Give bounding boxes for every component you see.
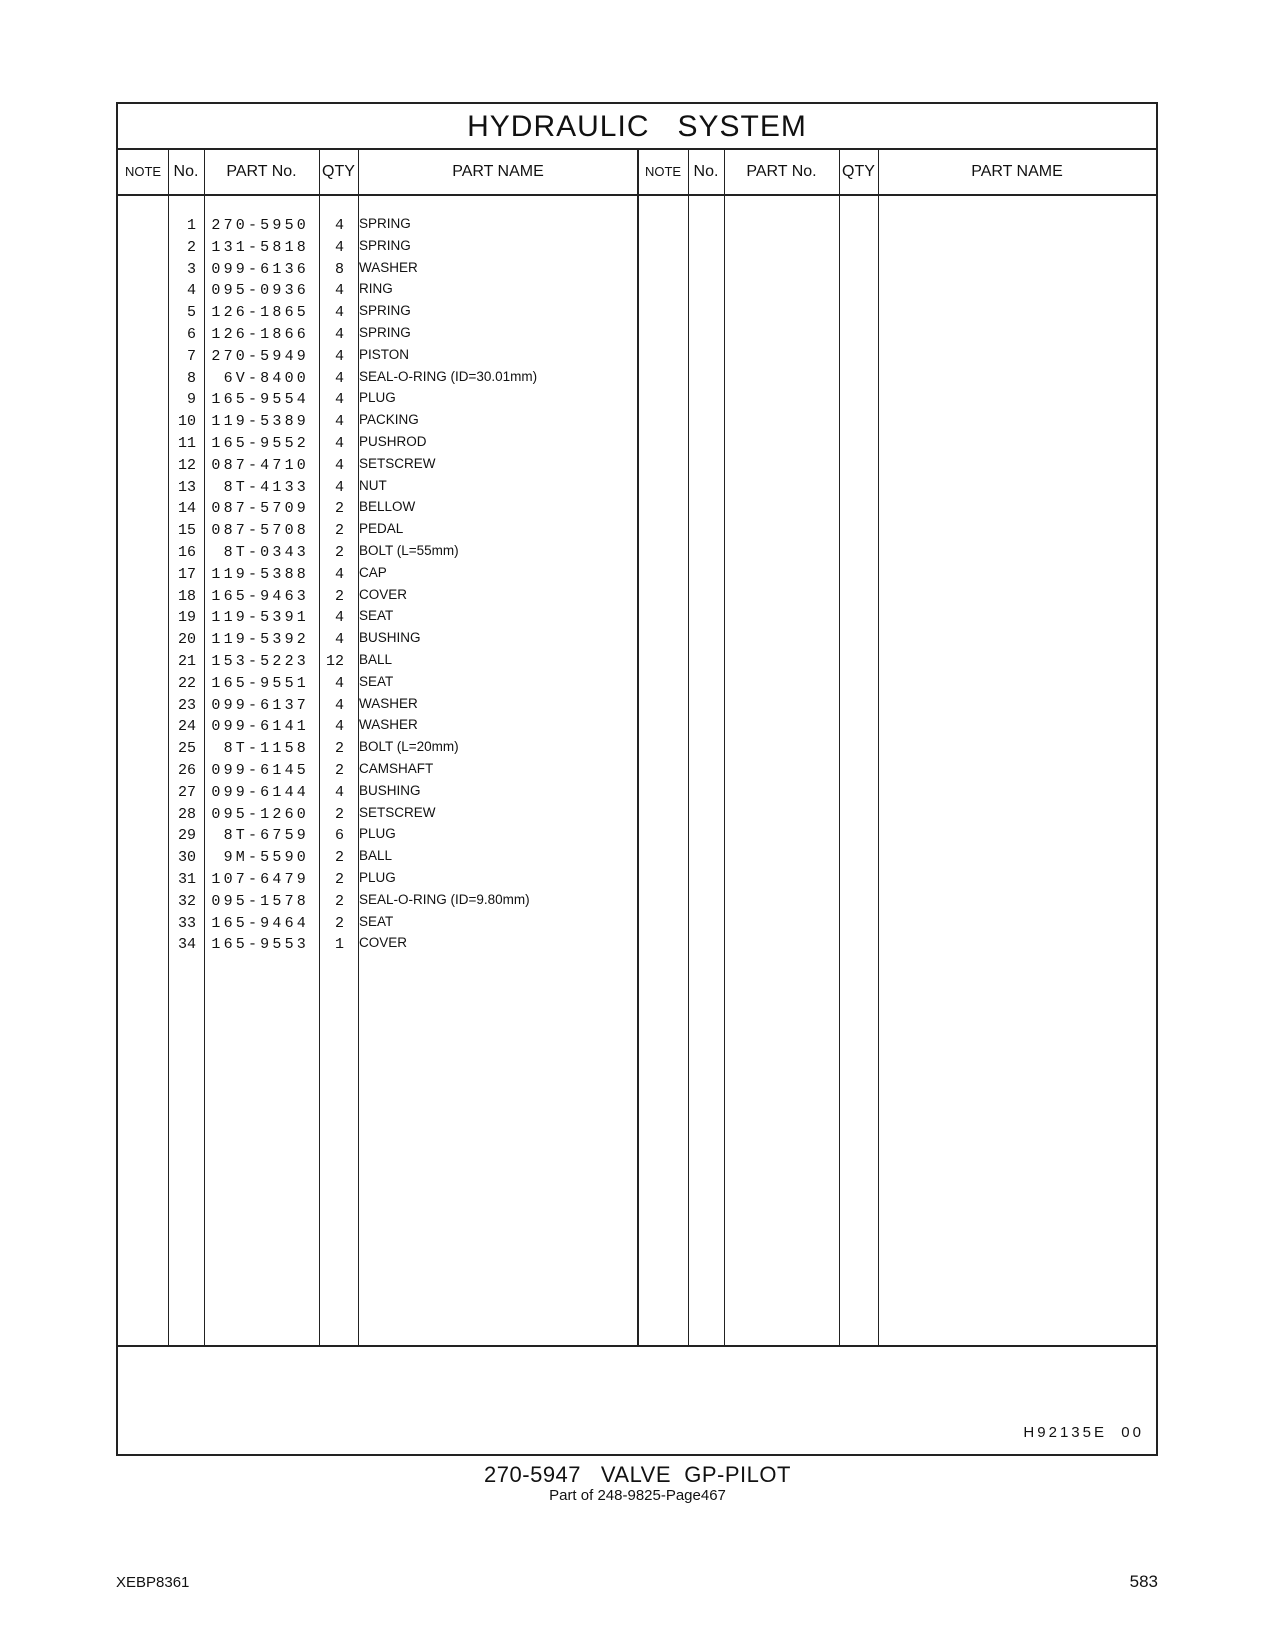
table-row <box>118 848 1156 870</box>
item-number: 19 <box>177 609 196 627</box>
quantity: 4 <box>334 631 344 649</box>
table-row <box>118 281 1156 303</box>
quantity: 4 <box>334 718 344 736</box>
part-name: WASHER <box>359 695 418 711</box>
table-footer-divider <box>118 1345 1156 1347</box>
table-row <box>118 303 1156 325</box>
table-row <box>118 412 1156 434</box>
header-note-left: NOTE <box>124 164 162 179</box>
item-number: 9 <box>186 391 196 409</box>
item-number: 22 <box>177 674 196 692</box>
item-number: 3 <box>186 260 196 278</box>
part-number: 165-9551 <box>211 674 309 692</box>
item-number: 18 <box>177 587 196 605</box>
part-number: 095-0936 <box>211 282 309 300</box>
part-number: 153-5223 <box>211 652 309 670</box>
part-name: WASHER <box>359 717 418 733</box>
quantity: 4 <box>334 369 344 387</box>
part-number: 8T-0343 <box>223 543 309 561</box>
part-name: CAMSHAFT <box>359 760 434 776</box>
item-number: 7 <box>186 347 196 365</box>
quantity: 2 <box>334 740 344 758</box>
quantity: 6 <box>334 827 344 845</box>
part-name: PLUG <box>359 826 396 842</box>
part-name: COVER <box>359 935 408 951</box>
item-number: 16 <box>177 543 196 561</box>
item-number: 24 <box>177 718 196 736</box>
part-number: 165-9553 <box>211 936 309 954</box>
part-name: BALL <box>359 848 393 864</box>
quantity: 4 <box>334 478 344 496</box>
part-name: SEAT <box>359 913 394 929</box>
part-number: 131-5818 <box>211 238 309 256</box>
item-number: 21 <box>177 652 196 670</box>
part-number: 099-6137 <box>211 696 309 714</box>
part-name: COVER <box>359 586 408 602</box>
table-row <box>118 870 1156 892</box>
parts-list <box>118 216 1156 957</box>
table-row <box>118 260 1156 282</box>
part-name: PUSHROD <box>359 433 427 449</box>
table-row <box>118 630 1156 652</box>
item-number: 23 <box>177 696 196 714</box>
item-number: 11 <box>177 434 196 452</box>
part-name: SPRING <box>359 303 411 319</box>
part-number: 8T-6759 <box>223 827 309 845</box>
part-number: 270-5950 <box>211 217 309 234</box>
part-number: 119-5389 <box>211 413 309 431</box>
table-row <box>118 434 1156 456</box>
quantity: 2 <box>334 914 344 932</box>
item-number: 34 <box>177 936 196 954</box>
item-number: 1 <box>186 217 196 234</box>
item-number: 25 <box>177 740 196 758</box>
table-row <box>118 674 1156 696</box>
part-name: SPRING <box>359 237 411 253</box>
part-number: 119-5391 <box>211 609 309 627</box>
table-row <box>118 717 1156 739</box>
table-row <box>118 805 1156 827</box>
quantity: 4 <box>334 413 344 431</box>
table-row <box>118 499 1156 521</box>
part-name: BOLT (L=55mm) <box>359 542 459 558</box>
item-number: 17 <box>177 565 196 583</box>
part-number: 087-5708 <box>211 522 309 540</box>
quantity: 2 <box>334 587 344 605</box>
header-part-no-right: PART No. <box>746 163 817 180</box>
quantity: 4 <box>334 456 344 474</box>
table-row <box>118 608 1156 630</box>
table-row <box>118 696 1156 718</box>
table-row <box>118 521 1156 543</box>
part-name: SPRING <box>359 324 411 340</box>
header-part-no-left: PART No. <box>226 163 297 180</box>
part-number: 9M-5590 <box>223 849 309 867</box>
part-name: PISTON <box>359 346 410 362</box>
part-number: 165-9464 <box>211 914 309 932</box>
document-id: XEBP8361 <box>116 1574 190 1591</box>
quantity: 4 <box>334 565 344 583</box>
parts-table <box>116 102 1158 1456</box>
part-number: 099-6141 <box>211 718 309 736</box>
quantity: 8 <box>334 260 344 278</box>
table-row <box>118 565 1156 587</box>
table-row <box>118 238 1156 260</box>
table-row <box>118 325 1156 347</box>
part-number: 270-5949 <box>211 347 309 365</box>
item-number: 13 <box>177 478 196 496</box>
table-row <box>118 892 1156 914</box>
quantity: 4 <box>334 304 344 322</box>
quantity: 2 <box>334 849 344 867</box>
group-reference: Part of 248-9825-Page467 <box>549 1487 726 1504</box>
quantity: 2 <box>334 543 344 561</box>
part-number: 8T-4133 <box>223 478 309 496</box>
part-name: SPRING <box>359 216 411 231</box>
table-row <box>118 478 1156 500</box>
part-name: BUSHING <box>359 782 421 798</box>
item-number: 10 <box>177 413 196 431</box>
item-number: 8 <box>186 369 196 387</box>
part-number: 8T-1158 <box>223 740 309 758</box>
part-number: 165-9552 <box>211 434 309 452</box>
part-number: 099-6136 <box>211 260 309 278</box>
item-number: 28 <box>177 805 196 823</box>
quantity: 4 <box>334 609 344 627</box>
quantity: 4 <box>334 238 344 256</box>
section-title: HYDRAULIC SYSTEM <box>118 104 1156 150</box>
item-number: 30 <box>177 849 196 867</box>
table-row <box>118 216 1156 238</box>
part-name: SETSCREW <box>359 804 436 820</box>
quantity: 2 <box>334 870 344 888</box>
part-name: BALL <box>359 651 393 667</box>
part-number: 095-1260 <box>211 805 309 823</box>
table-row <box>118 543 1156 565</box>
part-number: 099-6144 <box>211 783 309 801</box>
quantity: 1 <box>334 936 344 954</box>
part-number: 095-1578 <box>211 892 309 910</box>
item-number: 14 <box>177 500 196 518</box>
part-name: NUT <box>359 477 387 493</box>
quantity: 4 <box>334 217 344 234</box>
quantity: 4 <box>334 696 344 714</box>
item-number: 29 <box>177 827 196 845</box>
part-name: PEDAL <box>359 521 404 537</box>
quantity: 2 <box>334 805 344 823</box>
quantity: 2 <box>334 892 344 910</box>
part-name: WASHER <box>359 259 418 275</box>
part-number: 165-9463 <box>211 587 309 605</box>
part-name: BELLOW <box>359 499 416 515</box>
part-number: 119-5392 <box>211 631 309 649</box>
part-name: SEAL-O-RING (ID=30.01mm) <box>359 368 538 384</box>
header-part-name-left: PART NAME <box>452 163 544 180</box>
table-row <box>118 369 1156 391</box>
quantity: 4 <box>334 325 344 343</box>
group-caption: 270-5947 VALVE GP-PILOT <box>484 1462 791 1487</box>
table-row <box>118 587 1156 609</box>
part-name: SEAL-O-RING (ID=9.80mm) <box>359 891 530 907</box>
quantity: 4 <box>334 783 344 801</box>
part-name: BOLT (L=20mm) <box>359 739 459 755</box>
part-number: 119-5388 <box>211 565 309 583</box>
quantity: 4 <box>334 674 344 692</box>
item-number: 4 <box>186 282 196 300</box>
part-number: 6V-8400 <box>223 369 309 387</box>
quantity: 4 <box>334 347 344 365</box>
item-number: 32 <box>177 892 196 910</box>
part-number: 126-1865 <box>211 304 309 322</box>
item-number: 15 <box>177 522 196 540</box>
part-number: 087-5709 <box>211 500 309 518</box>
table-row <box>118 761 1156 783</box>
table-row <box>118 347 1156 369</box>
header-no-left: No. <box>173 163 199 180</box>
quantity: 2 <box>334 522 344 540</box>
part-name: SEAT <box>359 673 394 689</box>
part-name: BUSHING <box>359 630 421 646</box>
item-number: 27 <box>177 783 196 801</box>
part-number: 087-4710 <box>211 456 309 474</box>
item-number: 6 <box>186 325 196 343</box>
table-row <box>118 935 1156 957</box>
table-row <box>118 739 1156 761</box>
drawing-code: H92135E 00 <box>1023 1424 1144 1441</box>
item-number: 31 <box>177 870 196 888</box>
part-name: SETSCREW <box>359 455 436 471</box>
part-number: 126-1866 <box>211 325 309 343</box>
part-name: CAP <box>359 564 387 580</box>
part-name: SEAT <box>359 608 394 624</box>
quantity: 4 <box>334 282 344 300</box>
part-name: PACKING <box>359 412 419 428</box>
quantity: 12 <box>325 652 344 670</box>
item-number: 33 <box>177 914 196 932</box>
table-row <box>118 390 1156 412</box>
item-number: 2 <box>186 238 196 256</box>
header-qty-left: QTY <box>322 163 355 180</box>
part-number: 165-9554 <box>211 391 309 409</box>
table-row <box>118 652 1156 674</box>
page-number: 583 <box>1129 1572 1158 1591</box>
table-row <box>118 826 1156 848</box>
item-number: 20 <box>177 631 196 649</box>
part-name: PLUG <box>359 869 396 885</box>
quantity: 2 <box>334 500 344 518</box>
header-no-right: No. <box>693 163 719 180</box>
quantity: 4 <box>334 434 344 452</box>
quantity: 4 <box>334 391 344 409</box>
quantity: 2 <box>334 761 344 779</box>
header-note-right: NOTE <box>644 164 682 179</box>
part-name: PLUG <box>359 390 396 406</box>
item-number: 12 <box>177 456 196 474</box>
header-qty-right: QTY <box>842 163 875 180</box>
table-row <box>118 914 1156 936</box>
item-number: 26 <box>177 761 196 779</box>
table-row <box>118 456 1156 478</box>
part-number: 107-6479 <box>211 870 309 888</box>
part-number: 099-6145 <box>211 761 309 779</box>
part-name: RING <box>359 281 393 297</box>
table-row <box>118 783 1156 805</box>
item-number: 5 <box>186 304 196 322</box>
header-part-name-right: PART NAME <box>971 163 1063 180</box>
